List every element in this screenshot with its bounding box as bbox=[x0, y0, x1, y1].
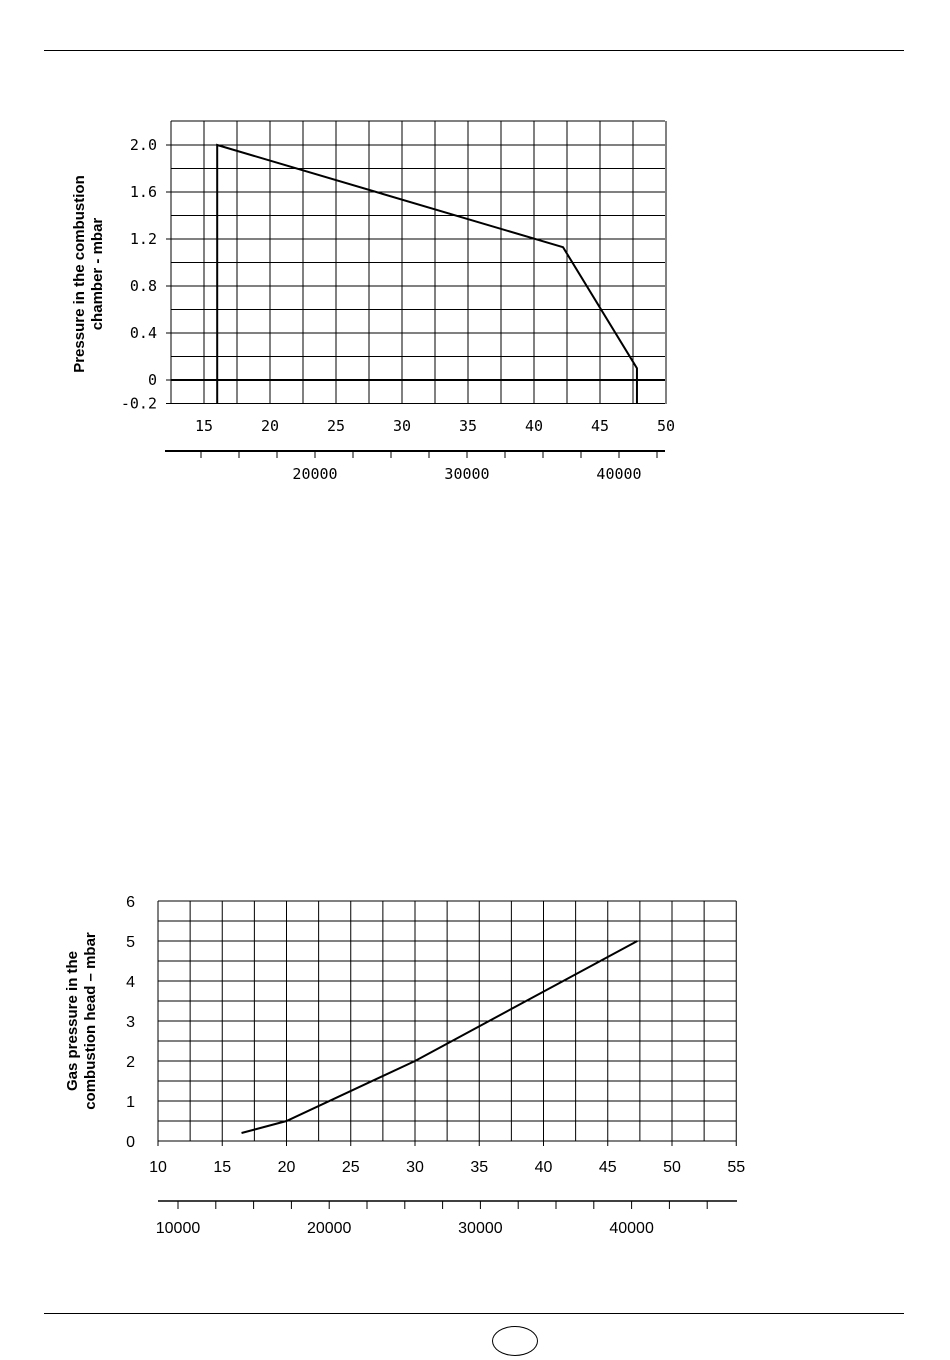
chart1-secondary-label: 30000 bbox=[444, 465, 490, 483]
chart1-xtick-label: 25 bbox=[326, 417, 346, 435]
chart1-secondary-label: 20000 bbox=[292, 465, 338, 483]
chart2-ytick-label: 1 bbox=[126, 1094, 135, 1111]
chart1-ytick-label: 0.4 bbox=[129, 324, 157, 342]
chart1-ytick-label: 1.2 bbox=[129, 230, 157, 248]
chart2-ytick-label: 6 bbox=[126, 894, 135, 911]
chart1-ytick-label: 0 bbox=[147, 371, 157, 389]
chart2-xtick-label: 55 bbox=[727, 1159, 746, 1176]
chart1-xtick-label: 20 bbox=[260, 417, 280, 435]
chart1-series-line bbox=[217, 145, 637, 404]
chart2-secondary-label: 10000 bbox=[155, 1220, 201, 1237]
chart2-xtick-label: 15 bbox=[213, 1159, 232, 1176]
chart2-xtick-label: 20 bbox=[277, 1159, 296, 1176]
chart2-secondary-label: 40000 bbox=[609, 1220, 654, 1237]
chart2-xtick-label: 10 bbox=[149, 1159, 167, 1176]
chart2-ytick-label: 2 bbox=[126, 1054, 135, 1071]
chart2-xtick-label: 30 bbox=[406, 1159, 424, 1176]
footer-rule bbox=[44, 1313, 904, 1314]
chart1-ytick-label: -0.2 bbox=[120, 394, 157, 413]
chart2-secondary-label: 20000 bbox=[306, 1220, 352, 1237]
chart-gas-pressure-head bbox=[126, 894, 745, 1237]
chart2-series-line bbox=[242, 941, 638, 1133]
chart2-xtick-label: 45 bbox=[598, 1159, 617, 1176]
page-oval bbox=[492, 1326, 538, 1356]
chart2-xtick-label: 40 bbox=[534, 1159, 553, 1176]
chart1-xtick-label: 45 bbox=[590, 417, 610, 435]
chart-combustion-chamber-pressure bbox=[121, 121, 675, 483]
chart2-ylabel-line2: combustion head – mbar bbox=[82, 932, 99, 1110]
chart2-ytick-label: 5 bbox=[126, 934, 135, 951]
chart1-xtick-label: 35 bbox=[458, 417, 478, 435]
chart2-xtick-label: 50 bbox=[663, 1159, 681, 1176]
chart2-ylabel-line1: Gas pressure in the bbox=[64, 950, 81, 1092]
chart1-xtick-label: 40 bbox=[524, 417, 544, 435]
chart2-ytick-label: 0 bbox=[126, 1134, 135, 1151]
chart1-xtick-label: 15 bbox=[194, 417, 214, 435]
chart1-xtick-label: 30 bbox=[392, 417, 412, 435]
chart2-ytick-label: 4 bbox=[126, 974, 135, 991]
chart1-ytick-label: 1.6 bbox=[129, 183, 157, 201]
chart2-secondary-label: 30000 bbox=[458, 1220, 503, 1237]
chart1-xtick-label: 50 bbox=[656, 417, 676, 435]
chart1-ytick-label: 0.8 bbox=[129, 277, 157, 295]
chart1-ylabel-line2: chamber - mbar bbox=[89, 217, 106, 331]
chart2-ytick-label: 3 bbox=[126, 1014, 135, 1031]
chart1-ylabel-line1: Pressure in the combustion bbox=[71, 175, 88, 373]
chart1-secondary-label: 40000 bbox=[596, 465, 642, 483]
chart2-xtick-label: 35 bbox=[470, 1159, 489, 1176]
chart1-ytick-label: 2.0 bbox=[129, 136, 157, 154]
chart2-xtick-label: 25 bbox=[341, 1159, 360, 1176]
